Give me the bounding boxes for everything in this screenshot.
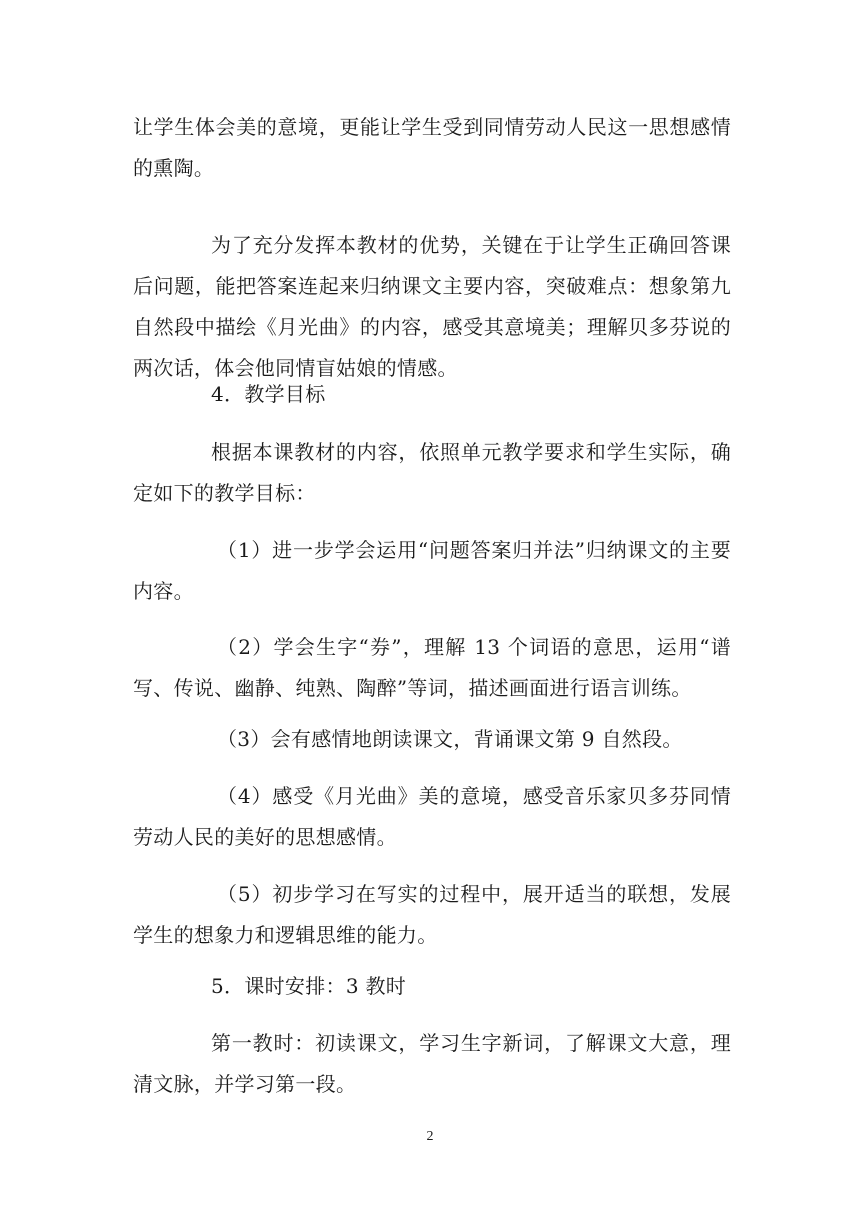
goal-item-3: （3）会有感情地朗读课文，背诵课文第 9 自然段。 <box>217 727 683 751</box>
goal-item-4: （4）感受《月光曲》美的意境，感受音乐家贝多芬同情劳动人民的美好的思想感情。 <box>133 784 731 849</box>
section-heading-teaching-goals: 4．教学目标 <box>211 382 326 406</box>
page-number: 2 <box>426 1129 434 1144</box>
paragraph-first-lesson: 第一教时：初读课文，学习生字新词，了解课文大意，理清文脉，并学习第一段。 <box>133 1031 731 1096</box>
goal-item-2: （2）学会生字“券”，理解 13 个词语的意思，运用“谱写、传说、幽静、纯熟、陶醉”等词，描述画面进行语言训练。 <box>133 635 731 700</box>
goal-item-1: （1）进一步学会运用“问题答案归并法”归纳课文的主要内容。 <box>133 538 731 603</box>
paragraph-continuation: 让学生体会美的意境，更能让学生受到同情劳动人民这一思想感情的熏陶。 <box>133 115 731 180</box>
section-heading-lesson-schedule: 5．课时安排：3 教时 <box>211 974 407 998</box>
paragraph-textbook-advantage: 为了充分发挥本教材的优势，关键在于让学生正确回答课后问题，能把答案连起来归纳课文主要内容，突破难点：想象第九自然段中描绘《月光曲》的内容，感受其意境美；理解贝多芬说的两次话，体会他同情盲姑娘的情感。 <box>133 233 731 380</box>
goal-item-5: （5）初步学习在写实的过程中，展开适当的联想，发展学生的想象力和逻辑思维的能力。 <box>133 882 731 947</box>
paragraph-goals-intro: 根据本课教材的内容，依照单元教学要求和学生实际，确定如下的教学目标： <box>133 440 731 505</box>
